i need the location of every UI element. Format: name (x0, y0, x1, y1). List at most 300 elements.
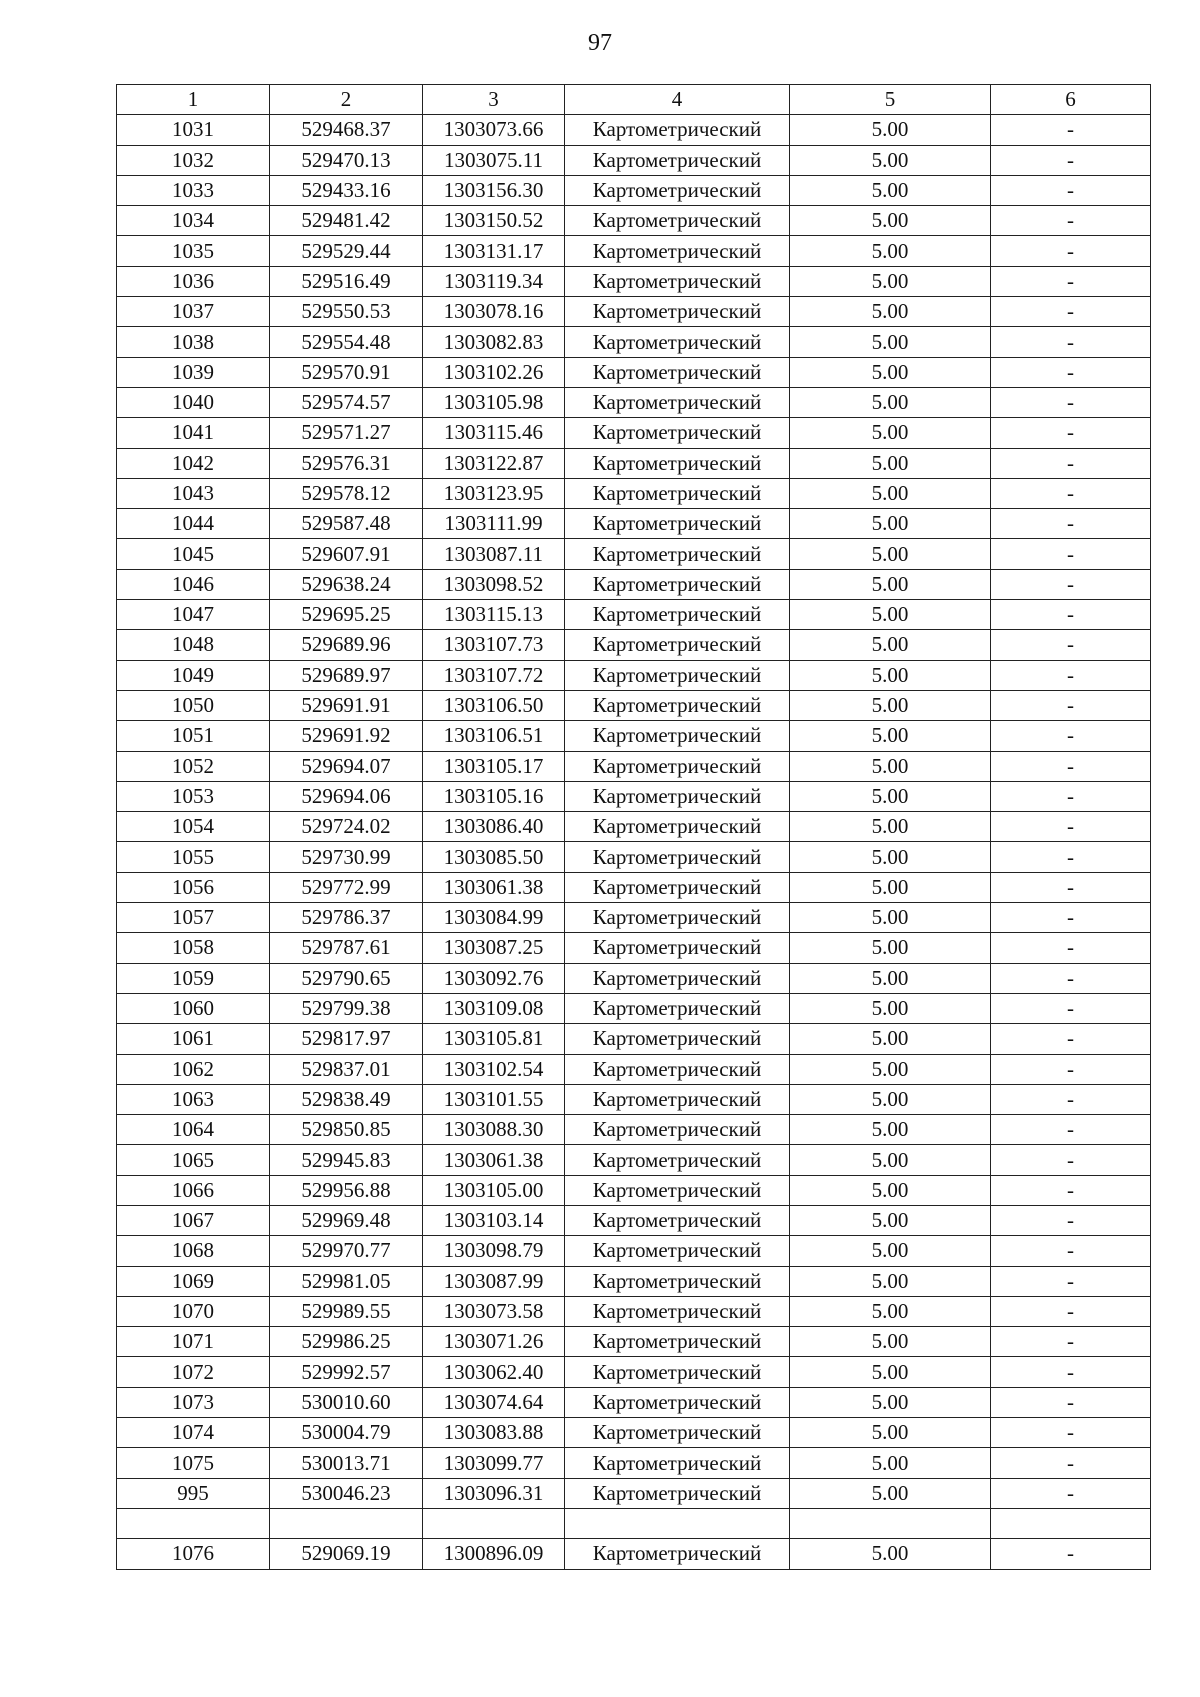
table-cell: - (991, 357, 1151, 387)
table-cell: 529468.37 (270, 115, 423, 145)
table-cell: 530046.23 (270, 1478, 423, 1508)
table-cell: 5.00 (790, 145, 991, 175)
table-cell: 529691.91 (270, 690, 423, 720)
table-cell: - (991, 1266, 1151, 1296)
table-cell: 1303115.13 (423, 600, 565, 630)
table-cell: 1303074.64 (423, 1387, 565, 1417)
table-cell: Картометрический (565, 569, 790, 599)
table-cell: 530010.60 (270, 1387, 423, 1417)
table-cell: 529724.02 (270, 812, 423, 842)
table-cell: Картометрический (565, 781, 790, 811)
table-cell: 5.00 (790, 1357, 991, 1387)
column-header: 4 (565, 85, 790, 115)
table-cell: Картометрический (565, 175, 790, 205)
table-cell: - (991, 1236, 1151, 1266)
table-cell: - (991, 630, 1151, 660)
table-row (117, 1296, 1151, 1326)
table-cell: 5.00 (790, 1205, 991, 1235)
table-cell: Картометрический (565, 266, 790, 296)
column-header: 1 (117, 85, 270, 115)
table-row (117, 175, 1151, 205)
table-row (117, 327, 1151, 357)
table-cell: 1303075.11 (423, 145, 565, 175)
table-cell: Картометрический (565, 509, 790, 539)
table-cell: 5.00 (790, 478, 991, 508)
table-cell: 1062 (117, 1054, 270, 1084)
table-row (117, 115, 1151, 145)
table-cell: Картометрический (565, 600, 790, 630)
table-cell: 529981.05 (270, 1266, 423, 1296)
table-cell: 529945.83 (270, 1145, 423, 1175)
table-cell: 5.00 (790, 1327, 991, 1357)
table-row (117, 478, 1151, 508)
table-cell: 5.00 (790, 448, 991, 478)
table-row (117, 933, 1151, 963)
table-cell: 1303122.87 (423, 448, 565, 478)
table-cell: 1303150.52 (423, 206, 565, 236)
table-row (117, 1357, 1151, 1387)
table-cell: Картометрический (565, 297, 790, 327)
table-row (117, 509, 1151, 539)
table-row (117, 690, 1151, 720)
table-cell: 5.00 (790, 1418, 991, 1448)
table-cell: 1303115.46 (423, 418, 565, 448)
table-cell: - (991, 751, 1151, 781)
table-cell: Картометрический (565, 539, 790, 569)
table-row (117, 812, 1151, 842)
table-cell: 1057 (117, 903, 270, 933)
table-cell: 1031 (117, 115, 270, 145)
table-cell: - (991, 569, 1151, 599)
table-cell: 1034 (117, 206, 270, 236)
table-cell: 1049 (117, 660, 270, 690)
table-cell: 529069.19 (270, 1539, 423, 1569)
table-cell: Картометрический (565, 478, 790, 508)
column-header: 2 (270, 85, 423, 115)
table-cell: 5.00 (790, 963, 991, 993)
table-row (117, 236, 1151, 266)
table-cell: 5.00 (790, 1448, 991, 1478)
table-cell: 1075 (117, 1448, 270, 1478)
table-cell: - (991, 327, 1151, 357)
table-cell: Картометрический (565, 1084, 790, 1114)
table-cell: 1046 (117, 569, 270, 599)
table-cell: 1076 (117, 1539, 270, 1569)
table-cell: 1039 (117, 357, 270, 387)
table-cell: 5.00 (790, 1084, 991, 1114)
column-header: 3 (423, 85, 565, 115)
table-row (117, 1084, 1151, 1114)
table-cell: 1054 (117, 812, 270, 842)
table-cell: Картометрический (565, 1327, 790, 1357)
page-number: 97 (588, 30, 612, 56)
table-cell: Картометрический (565, 1115, 790, 1145)
table-cell: - (991, 1175, 1151, 1205)
table-row (117, 963, 1151, 993)
table-cell: 529786.37 (270, 903, 423, 933)
table-header-row (117, 85, 1151, 115)
table-row (117, 387, 1151, 417)
table-cell: Картометрический (565, 1478, 790, 1508)
table-cell: 5.00 (790, 993, 991, 1023)
table-cell: 1303071.26 (423, 1327, 565, 1357)
table-cell: - (991, 1024, 1151, 1054)
table-cell: Картометрический (565, 1539, 790, 1569)
table-cell: 1303096.31 (423, 1478, 565, 1508)
table-cell: 1032 (117, 145, 270, 175)
table-cell: - (991, 842, 1151, 872)
table-cell: 1303084.99 (423, 903, 565, 933)
table-cell: 5.00 (790, 266, 991, 296)
table-cell: 995 (117, 1478, 270, 1508)
table-cell: 1056 (117, 872, 270, 902)
table-row (117, 448, 1151, 478)
table-cell: 529587.48 (270, 509, 423, 539)
table-cell: Картометрический (565, 690, 790, 720)
table-cell: 1072 (117, 1357, 270, 1387)
table-cell: 5.00 (790, 236, 991, 266)
table-cell: 5.00 (790, 509, 991, 539)
table-cell: Картометрический (565, 1054, 790, 1084)
table-cell: 1033 (117, 175, 270, 205)
table-cell: 529850.85 (270, 1115, 423, 1145)
table-cell: 1066 (117, 1175, 270, 1205)
table-cell: - (991, 993, 1151, 1023)
table-cell: 530004.79 (270, 1418, 423, 1448)
table-cell: 5.00 (790, 1539, 991, 1569)
table-cell: 1064 (117, 1115, 270, 1145)
table-cell: 1059 (117, 963, 270, 993)
table-cell: Картометрический (565, 1205, 790, 1235)
table-cell: - (991, 206, 1151, 236)
table-row (117, 357, 1151, 387)
table-row (117, 1205, 1151, 1235)
table-cell: 529989.55 (270, 1296, 423, 1326)
table-cell: 5.00 (790, 1145, 991, 1175)
table-cell: Картометрический (565, 1357, 790, 1387)
table-cell: 1303062.40 (423, 1357, 565, 1387)
table-cell: 5.00 (790, 933, 991, 963)
table-row (117, 1054, 1151, 1084)
table-cell: 5.00 (790, 115, 991, 145)
table-cell: 5.00 (790, 1115, 991, 1145)
table-cell: - (991, 872, 1151, 902)
table-cell: - (991, 387, 1151, 417)
table-cell: Картометрический (565, 812, 790, 842)
table-cell: - (991, 266, 1151, 296)
table-cell: 5.00 (790, 1054, 991, 1084)
table-row (117, 660, 1151, 690)
table-cell: 529607.91 (270, 539, 423, 569)
table-cell: 1050 (117, 690, 270, 720)
table-row (117, 630, 1151, 660)
table-cell: 1065 (117, 1145, 270, 1175)
table-row (117, 1327, 1151, 1357)
table-cell: 1303087.11 (423, 539, 565, 569)
table-cell: 1303073.58 (423, 1296, 565, 1326)
table-cell: 529470.13 (270, 145, 423, 175)
table-cell: - (991, 1145, 1151, 1175)
table-cell: 529787.61 (270, 933, 423, 963)
table-cell: - (991, 145, 1151, 175)
table-cell: - (991, 509, 1151, 539)
table-cell (117, 1508, 270, 1538)
table-cell: - (991, 600, 1151, 630)
table-cell (423, 1508, 565, 1538)
table-cell: 1041 (117, 418, 270, 448)
table-cell: 5.00 (790, 842, 991, 872)
table-cell: 1061 (117, 1024, 270, 1054)
table-row (117, 206, 1151, 236)
table-row (117, 539, 1151, 569)
table-cell: Картометрический (565, 1236, 790, 1266)
table-cell: 1303099.77 (423, 1448, 565, 1478)
column-header: 5 (790, 85, 991, 115)
table-cell: 1303105.98 (423, 387, 565, 417)
table-cell (790, 1508, 991, 1538)
table-cell: 1044 (117, 509, 270, 539)
table-cell: 5.00 (790, 387, 991, 417)
table-cell: - (991, 812, 1151, 842)
table-cell: Картометрический (565, 1387, 790, 1417)
table-cell: Картометрический (565, 630, 790, 660)
table-cell: 529695.25 (270, 600, 423, 630)
table-cell: Картометрический (565, 1266, 790, 1296)
table-cell: 1303102.26 (423, 357, 565, 387)
table-cell: 1303106.51 (423, 721, 565, 751)
table-cell: 5.00 (790, 781, 991, 811)
table-cell: - (991, 236, 1151, 266)
table-cell: 1303131.17 (423, 236, 565, 266)
table-row (117, 297, 1151, 327)
table-cell: Картометрический (565, 903, 790, 933)
table-cell: 1040 (117, 387, 270, 417)
table-cell: Картометрический (565, 206, 790, 236)
table-cell: 1303098.79 (423, 1236, 565, 1266)
table-cell: 1303082.83 (423, 327, 565, 357)
table-cell: - (991, 539, 1151, 569)
table-cell: 1303061.38 (423, 872, 565, 902)
table-cell: 5.00 (790, 569, 991, 599)
table-row (117, 1418, 1151, 1448)
table-cell: 1303061.38 (423, 1145, 565, 1175)
table-cell: 5.00 (790, 327, 991, 357)
table-cell: 529433.16 (270, 175, 423, 205)
table-cell: 5.00 (790, 812, 991, 842)
table-cell: 1303107.73 (423, 630, 565, 660)
table-cell: Картометрический (565, 387, 790, 417)
table-cell: 1303123.95 (423, 478, 565, 508)
table-cell: 1303105.81 (423, 1024, 565, 1054)
table-cell: Картометрический (565, 842, 790, 872)
table-cell: Картометрический (565, 145, 790, 175)
table-cell: 1035 (117, 236, 270, 266)
table-cell: 530013.71 (270, 1448, 423, 1478)
table-cell: 529838.49 (270, 1084, 423, 1114)
table-cell: 529986.25 (270, 1327, 423, 1357)
table-cell: - (991, 297, 1151, 327)
table-cell: - (991, 478, 1151, 508)
table-cell: Картометрический (565, 1145, 790, 1175)
table-row (117, 781, 1151, 811)
table-cell: 5.00 (790, 1175, 991, 1205)
table-cell: - (991, 1418, 1151, 1448)
table-cell: - (991, 175, 1151, 205)
table-cell: - (991, 1205, 1151, 1235)
table-cell: 1037 (117, 297, 270, 327)
table-cell: 1303073.66 (423, 115, 565, 145)
table-cell: 529837.01 (270, 1054, 423, 1084)
table-cell: Картометрический (565, 1448, 790, 1478)
table-cell: 1068 (117, 1236, 270, 1266)
table-row (117, 1145, 1151, 1175)
table-cell: - (991, 448, 1151, 478)
table-row (117, 1024, 1151, 1054)
table-row (117, 1387, 1151, 1417)
table-cell: 1303083.88 (423, 1418, 565, 1448)
table-cell: 529691.92 (270, 721, 423, 751)
table-cell: 5.00 (790, 418, 991, 448)
table-cell: 5.00 (790, 660, 991, 690)
table-cell: 529571.27 (270, 418, 423, 448)
table-cell: 5.00 (790, 1296, 991, 1326)
table-cell: 1055 (117, 842, 270, 872)
table-cell: 529772.99 (270, 872, 423, 902)
table-cell: Картометрический (565, 963, 790, 993)
table-cell: 1303109.08 (423, 993, 565, 1023)
table-cell: 5.00 (790, 206, 991, 236)
table-cell: 5.00 (790, 297, 991, 327)
table-row (117, 903, 1151, 933)
table-cell: 1052 (117, 751, 270, 781)
table-cell: - (991, 721, 1151, 751)
table-cell: 1303105.16 (423, 781, 565, 811)
table-cell: - (991, 933, 1151, 963)
table-cell: - (991, 1084, 1151, 1114)
table-cell: 529638.24 (270, 569, 423, 599)
table-cell: 1053 (117, 781, 270, 811)
table-cell: 1303088.30 (423, 1115, 565, 1145)
table-cell: 1303102.54 (423, 1054, 565, 1084)
table-cell: 1045 (117, 539, 270, 569)
table-cell: 529689.96 (270, 630, 423, 660)
table-cell: 529992.57 (270, 1357, 423, 1387)
table-cell: 529790.65 (270, 963, 423, 993)
table-cell: 1048 (117, 630, 270, 660)
table-cell: 1303119.34 (423, 266, 565, 296)
table-cell: - (991, 1387, 1151, 1417)
table-cell: - (991, 781, 1151, 811)
table-cell: - (991, 1115, 1151, 1145)
table-row (117, 1478, 1151, 1508)
table-cell: 1070 (117, 1296, 270, 1326)
table-row (117, 872, 1151, 902)
table-cell: 5.00 (790, 1266, 991, 1296)
table-cell: - (991, 660, 1151, 690)
table-row (117, 418, 1151, 448)
table-cell: 1303101.55 (423, 1084, 565, 1114)
table-cell: Картометрический (565, 721, 790, 751)
table-cell: 1067 (117, 1205, 270, 1235)
table-cell: 1303106.50 (423, 690, 565, 720)
table-cell: 529817.97 (270, 1024, 423, 1054)
table-cell: 1069 (117, 1266, 270, 1296)
table-cell (991, 1508, 1151, 1538)
table-cell: 529570.91 (270, 357, 423, 387)
table-cell: - (991, 418, 1151, 448)
table-row (117, 993, 1151, 1023)
coordinates-table (116, 84, 1151, 1570)
table-cell: Картометрический (565, 448, 790, 478)
table-row (117, 266, 1151, 296)
table-cell: 5.00 (790, 1387, 991, 1417)
table-cell: - (991, 1478, 1151, 1508)
table-cell: - (991, 1539, 1151, 1569)
table-cell: 5.00 (790, 1236, 991, 1266)
table-cell: 529694.07 (270, 751, 423, 781)
table-cell: - (991, 903, 1151, 933)
table-cell: 1300896.09 (423, 1539, 565, 1569)
table-cell: Картометрический (565, 236, 790, 266)
table-cell: 5.00 (790, 721, 991, 751)
table-cell: Картометрический (565, 1024, 790, 1054)
table-cell: 1303105.00 (423, 1175, 565, 1205)
table-cell: 5.00 (790, 357, 991, 387)
table-cell: 1058 (117, 933, 270, 963)
table-cell: Картометрический (565, 872, 790, 902)
table-cell: Картометрический (565, 1418, 790, 1448)
table-row (117, 569, 1151, 599)
table-cell (565, 1508, 790, 1538)
table-cell: 529516.49 (270, 266, 423, 296)
table-cell: 1060 (117, 993, 270, 1023)
table-cell: Картометрический (565, 1296, 790, 1326)
table-row (117, 1448, 1151, 1478)
table-row (117, 145, 1151, 175)
table-cell: - (991, 690, 1151, 720)
table-row (117, 600, 1151, 630)
table-cell: 5.00 (790, 872, 991, 902)
table-cell: 1071 (117, 1327, 270, 1357)
table-cell: 1303103.14 (423, 1205, 565, 1235)
table-cell: 529970.77 (270, 1236, 423, 1266)
table-cell: 1303107.72 (423, 660, 565, 690)
table-cell: 529689.97 (270, 660, 423, 690)
table-cell: 1063 (117, 1084, 270, 1114)
table-cell: 529730.99 (270, 842, 423, 872)
table-cell: Картометрический (565, 327, 790, 357)
table-cell: - (991, 1296, 1151, 1326)
table-cell: 1051 (117, 721, 270, 751)
table-cell: 1047 (117, 600, 270, 630)
table-cell: Картометрический (565, 115, 790, 145)
table-cell: 5.00 (790, 1024, 991, 1054)
table-cell: 1043 (117, 478, 270, 508)
table-cell: 529576.31 (270, 448, 423, 478)
table-cell: Картометрический (565, 933, 790, 963)
table-cell: Картометрический (565, 660, 790, 690)
table-row (117, 1266, 1151, 1296)
table-cell: - (991, 1357, 1151, 1387)
table-cell: Картометрический (565, 357, 790, 387)
table-cell: 1038 (117, 327, 270, 357)
table-cell: Картометрический (565, 751, 790, 781)
table-row (117, 1236, 1151, 1266)
table-cell: 529969.48 (270, 1205, 423, 1235)
table-row (117, 721, 1151, 751)
table-row (117, 842, 1151, 872)
table-row (117, 1175, 1151, 1205)
